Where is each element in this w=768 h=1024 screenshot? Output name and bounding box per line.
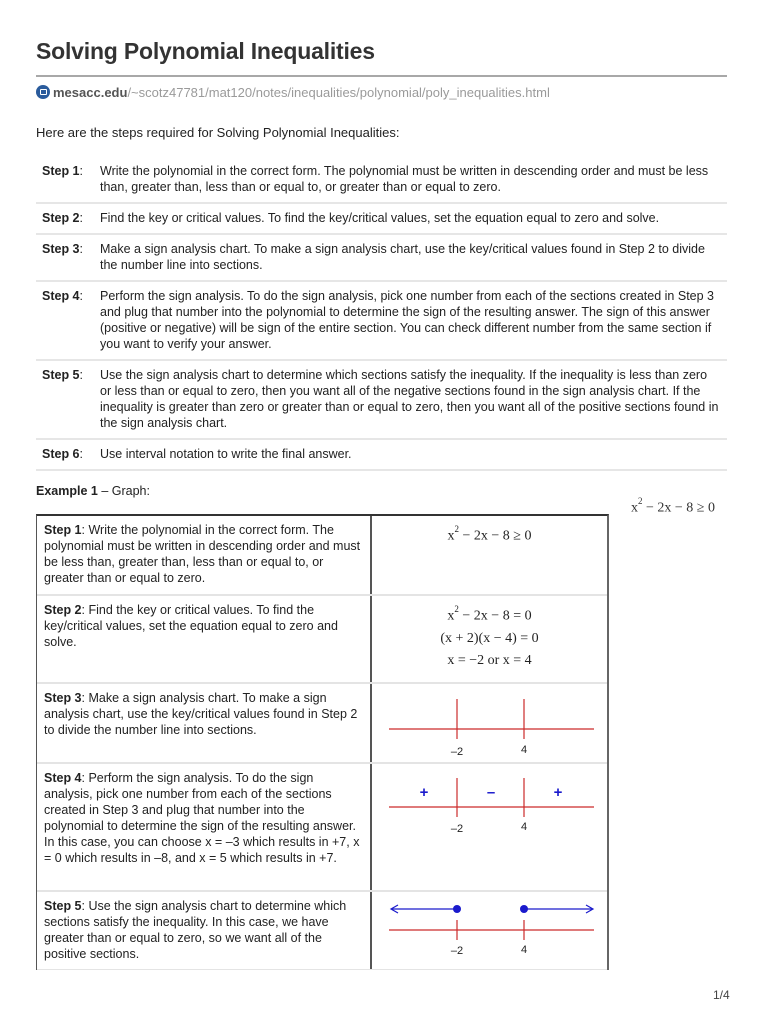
sign-right: + (553, 784, 563, 801)
critical-label-1: –2 (450, 945, 464, 957)
equation-line: $x^2 - 2x - 8 = 0$ (447, 604, 532, 624)
example-table (36, 514, 609, 970)
step-text: Perform the sign analysis. To do the sign analysis, pick one number from each of the sections created in Step 3 and plug that number into the polynomial to determine the sign of the resulting answer. The sign of this answer (positive or negative) will be sign of the entire section. You can check different number from the same section if you want to verify your answer. (100, 289, 714, 351)
step-label: Step 4 (42, 289, 80, 303)
side-inequality: $x^2 - 2x - 8 \ge 0$ (631, 496, 715, 516)
step-label: Step 2 (42, 211, 80, 225)
intro-text: Here are the steps required for Solving Polynomial Inequalities: (36, 125, 400, 140)
step-text: Find the key or critical values. To find the key/critical values, set the equation equal to zero and solve. (100, 211, 660, 225)
row-step-label: Step 3 (44, 691, 82, 705)
site-icon (36, 85, 50, 99)
sign-chart-step-5 (372, 892, 608, 970)
row-step-label: Step 2 (44, 603, 82, 617)
critical-label-1: –2 (450, 746, 464, 758)
step-label: Step 3 (42, 242, 80, 256)
row-step-text: : Perform the sign analysis. To do the sign analysis, pick one number from each of the sections created in Step 3 and plug that number into the polynomial to determine the sign of the resulting answer. In this case, you can choose x = –3 which results in +7, x = 0 which results in –8, and x = 5 which results in +7. (44, 771, 360, 865)
example-heading (36, 484, 150, 498)
step-label: Step 6 (42, 447, 80, 461)
critical-label-2: 4 (520, 944, 528, 956)
step-text: Use interval notation to write the final answer. (100, 447, 352, 461)
closed-dot-right (520, 905, 528, 913)
step-row: Step 6: Use interval notation to write the final answer. (36, 440, 727, 471)
page-title: Solving Polynomial Inequalities (36, 38, 375, 64)
example-suffix: – Graph: (97, 484, 150, 498)
page-number: 1/4 (713, 988, 730, 1002)
sign-chart-step-3 (372, 684, 608, 762)
sign-chart-step-4 (372, 764, 608, 844)
critical-label-1: –2 (450, 823, 464, 835)
polynomial-inequality: $x^2 - 2x - 8 \ge 0$ (447, 524, 532, 544)
step-row: Step 3: Make a sign analysis chart. To make a sign analysis chart, use the key/critical values found in Step 2 to divide the number line into sections. (36, 235, 727, 282)
step-text: Use the sign analysis chart to determine which sections satisfy the inequality. If the inequality is less than zero or less than or equal to zero, then you want all of the negative sections found in the sign analysis chart. If the inequality is greater than zero or greater than or equal to zero, then you want all of the positive sections found in the sign analysis chart. (100, 368, 719, 430)
solution-line: x = −2 or x = 4 (447, 652, 532, 668)
factored-line: (x + 2)(x − 4) = 0 (440, 630, 539, 646)
sign-middle: – (486, 784, 496, 801)
step-text: Write the polynomial in the correct form. The polynomial must be written in descending order and must be less than, greater than, less than or equal to, or greater than or equal to zero. (100, 164, 709, 194)
critical-label-2: 4 (520, 821, 528, 833)
source-link[interactable] (36, 84, 550, 100)
sign-left: + (419, 784, 429, 801)
source-path[interactable]: /~scotz47781/mat120/notes/inequalities/polynomial/poly_inequalities.html (127, 84, 550, 100)
steps-list (36, 157, 727, 471)
example-row-step-3 (37, 684, 607, 764)
step-row: Step 1: Write the polynomial in the correct form. The polynomial must be written in descending order and must be less than, greater than, less than or equal to, or greater than or equal to zero. (36, 157, 727, 204)
row-step-label: Step 1 (44, 523, 82, 537)
row-step-text: : Use the sign analysis chart to determine which sections satisfy the inequality. In this case, we have greater than or equal to zero, so we want all of the positive sections. (44, 899, 347, 961)
step-row: Step 5: Use the sign analysis chart to determine which sections satisfy the inequality. If the inequality is less than zero or less than or equal to zero, then you want all of the negative sections found in the sign analysis chart. If the inequality is greater than zero or greater than or equal to zero, then you want all of the positive sections found in the sign analysis chart. (36, 361, 727, 440)
step-label: Step 5 (42, 368, 80, 382)
row-step-text: : Make a sign analysis chart. To make a sign analysis chart, use the key/critical values found in Step 2 to divide the number line into sections. (44, 691, 358, 737)
row-step-label: Step 4 (44, 771, 82, 785)
example-row-step-1 (37, 516, 607, 596)
example-row-step-5 (37, 892, 607, 970)
title-divider (36, 75, 727, 77)
step-row: Step 2: Find the key or critical values. To find the key/critical values, set the equation equal to zero and solve. (36, 204, 727, 235)
example-row-step-2 (37, 596, 607, 684)
row-step-text: : Find the key or critical values. To find the key/critical values, set the equation equal to zero and solve. (44, 603, 338, 649)
row-step-text: : Write the polynomial in the correct form. The polynomial must be written in descending order and must be less than, greater than, less than or equal to, or greater than or equal to zero. (44, 523, 361, 585)
step-row: Step 4: Perform the sign analysis. To do the sign analysis, pick one number from each of the sections created in Step 3 and plug that number into the polynomial to determine the sign of the resulting answer. The sign of this answer (positive or negative) will be sign of the entire section. You can check different number from the same section if you want to verify your answer. (36, 282, 727, 361)
step-text: Make a sign analysis chart. To make a sign analysis chart, use the key/critical values found in Step 2 to divide the number line into sections. (100, 242, 705, 272)
source-domain[interactable]: mesacc.edu (53, 84, 128, 100)
example-row-step-4 (37, 764, 607, 892)
critical-label-2: 4 (520, 744, 528, 756)
step-label: Step 1 (42, 164, 80, 178)
closed-dot-left (453, 905, 461, 913)
example-label: Example 1 (36, 484, 98, 498)
row-step-label: Step 5 (44, 899, 82, 913)
